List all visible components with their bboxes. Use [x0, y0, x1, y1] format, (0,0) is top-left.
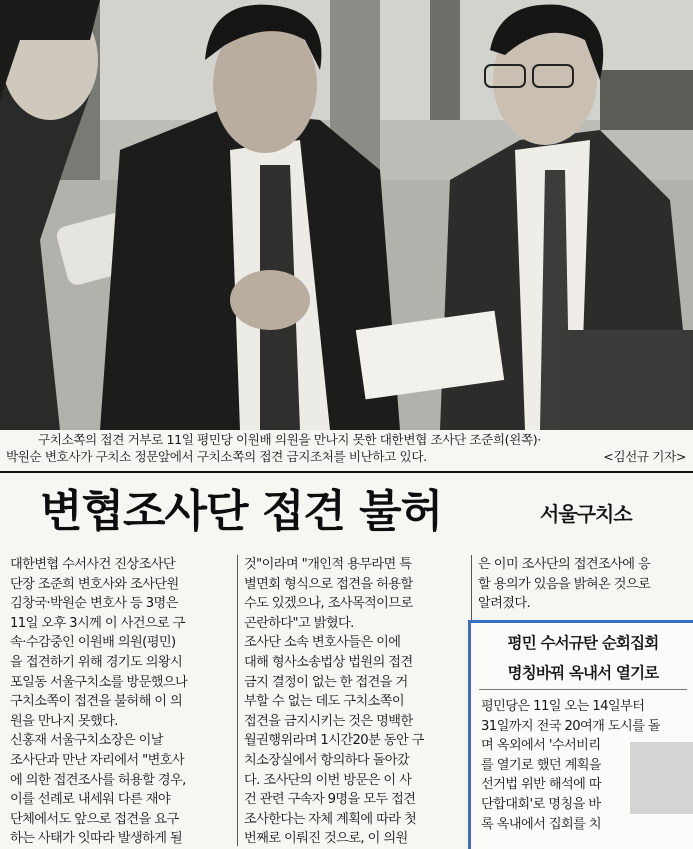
text-line: 를 열기로 했던 계획을 [481, 757, 602, 773]
headline: 변협조사단 접견 불허 [40, 486, 443, 537]
text-line: 것"이라며 "개인적 용무라면 특 [244, 557, 412, 572]
text-line: 번째로 이뤄진 것으로, 이 의원 [244, 831, 408, 847]
text-line: 조사한다는 자체 계획에 따라 첫 [244, 811, 417, 827]
text-line: 에 의한 접견조사를 허용할 경우, [10, 772, 186, 788]
sidebar-article [468, 620, 693, 849]
article-column-3 [478, 555, 690, 614]
text-line: 하는 사태가 잇따라 발생하게 될 [10, 831, 183, 847]
article-column-2 [244, 555, 466, 849]
text-line: 다. 조사단의 이번 방문은 이 사 [244, 772, 412, 788]
text-line: 은 이미 조사단의 접견조사에 응 [478, 557, 651, 572]
text-line: 알려졌다. [478, 596, 531, 612]
text-line: 접견을 금지시키는 것은 명백한 [244, 713, 413, 729]
text-line: 선거법 위반 해석에 따 [481, 777, 602, 793]
caption-line: 구치소쪽의 접견 거부로 11일 평민당 이원배 의원을 만나지 못한 대한변협 조사단 조준희(왼쪽)· [38, 432, 541, 447]
text-line: 11일 오후 3시께 이 사건으로 구 [10, 615, 185, 631]
divider [479, 689, 687, 690]
text-line: 단장 조준희 변호사와 조사단원 [10, 576, 179, 592]
divider [0, 471, 693, 473]
text-line: 며 옥외에서 '수서비리 [481, 738, 601, 754]
text-line: 곤란하다"고 밝혔다. [244, 615, 354, 631]
text-line: 별면회 형식으로 접견을 허용할 [244, 576, 413, 592]
article-column-1 [10, 555, 232, 849]
text-line: 치소장실에서 항의하다 돌아갔 [244, 752, 409, 768]
text-line: 신홍재 서울구치소장은 이날 [10, 733, 163, 749]
text-line: 대한변협 수서사건 진상조사단 [10, 557, 175, 572]
sidebar-headline: 명칭바꿔 옥내서 열기로 [507, 664, 659, 682]
text-line: 건 관련 구속자 9명을 모두 접견 [244, 792, 416, 808]
column-divider [471, 555, 472, 620]
text-line: 수도 있겠으나, 조사목적이므로 [244, 596, 413, 612]
caption-line: 박원순 변호사가 구치소 정문앞에서 구치소쪽의 접견 금지조처를 비난하고 있다. [6, 449, 427, 464]
text-line: 단체에서도 앞으로 접견을 요구 [10, 811, 179, 827]
text-line: 록 옥내에서 집회를 치 [481, 816, 602, 832]
text-line: 단합대회'로 명칭을 바 [481, 796, 601, 812]
sidebar-headline: 평민 수서규탄 순회집회 [507, 634, 659, 652]
text-line: 부할 수 없는 데도 구치소쪽이 [244, 694, 405, 710]
text-line: 31일까지 전국 20여개 도시를 돌 [481, 718, 661, 734]
text-line: 을 접견하기 위해 경기도 의왕시 [10, 654, 183, 670]
text-line: 금지 결정이 없는 한 접견을 거 [244, 674, 408, 690]
text-line: 포일동 서울구치소를 방문했으나 [10, 674, 188, 690]
photo-credit: <김선규 기자> [603, 449, 686, 464]
text-line: 조사단과 만난 자리에서 "변호사 [10, 752, 185, 768]
text-line: 속·수감중인 이원배 의원(평민) [10, 635, 176, 651]
text-line: 김창국·박원순 변호사 등 3명은 [10, 596, 178, 612]
text-line: 월권행위라며 1시간20분 동안 구 [244, 733, 424, 749]
text-line: 대해 형사소송법상 법원의 접견 [244, 654, 413, 670]
column-divider [237, 555, 238, 846]
text-line: 이를 선례로 내세워 다른 재야 [10, 792, 171, 808]
text-line: 평민당은 11일 오는 14일부터 [481, 699, 645, 714]
subhead: 서울구치소 [540, 502, 632, 526]
text-line: 할 용의가 있음을 밝혀온 것으로 [478, 576, 651, 592]
redacted-area [630, 742, 693, 814]
photo-caption [6, 431, 686, 465]
text-line: 조사단 소속 변호사들은 이에 [244, 635, 401, 651]
text-line: 원을 만나지 못했다. [10, 713, 118, 729]
text-line: 구치소쪽이 접견을 불허해 이 의 [10, 694, 183, 710]
